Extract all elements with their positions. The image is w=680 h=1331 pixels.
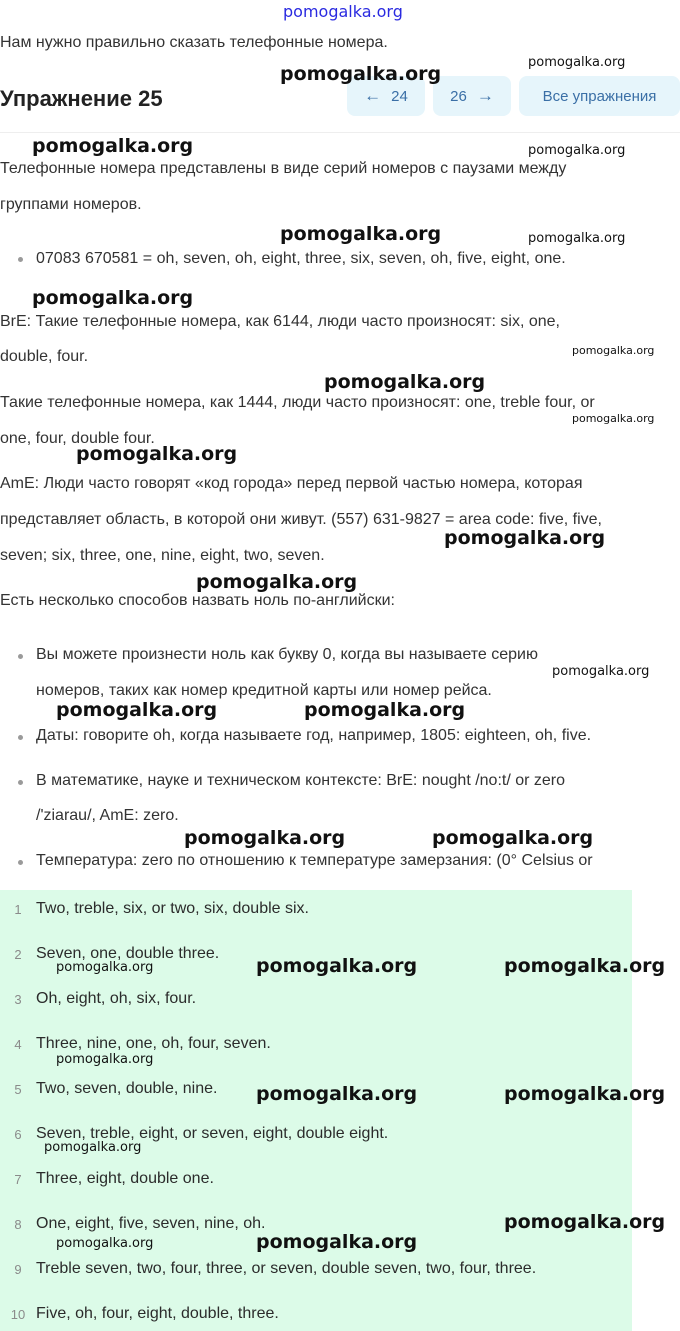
watermark: pomogalka.org: [504, 1083, 666, 1105]
watermark: pomogalka.org: [504, 955, 666, 977]
theory-p2-line1: BrE: Такие телефонные номера, как 6144, люди часто произносят: six, one,: [0, 313, 560, 330]
theory-p1-line1: Телефонные номера представлены в виде серий номеров с паузами между: [0, 160, 567, 177]
watermark: pomogalka.org: [184, 827, 346, 849]
watermark: pomogalka.org: [256, 955, 418, 977]
theory-p2-line2: double, four.: [0, 348, 89, 365]
watermark: pomogalka.org: [196, 571, 358, 593]
answer-number: 2: [14, 946, 22, 962]
answer-text: Three, nine, one, oh, four, seven.: [36, 1035, 271, 1052]
answer-text: Five, oh, four, eight, double, three.: [36, 1305, 279, 1322]
watermark: pomogalka.org: [56, 1236, 154, 1251]
theory-p4-line3: seven; six, three, one, nine, eight, two, seven.: [0, 547, 325, 564]
page-title: Упражнение 25: [0, 86, 163, 111]
all-exercises-label: Все упражнения: [542, 87, 657, 105]
answer-row: [0, 1167, 214, 1191]
answer-text: Seven, treble, eight, or seven, eight, double eight.: [36, 1125, 389, 1142]
arrow-left-icon: ←: [364, 86, 382, 105]
theory-p5: Есть несколько способов назвать ноль по-английски:: [0, 592, 395, 609]
answer-text: Three, eight, double one.: [36, 1170, 214, 1187]
watermark: pomogalka.org: [528, 143, 626, 158]
answer-row: [0, 1257, 536, 1281]
bullet-dot: [18, 780, 23, 785]
answer-row: [0, 987, 196, 1011]
theory-p4-line2: представляет область, в которой они живут. (557) 631-9827 = area code: five, five,: [0, 511, 602, 528]
theory-p3-line1: Такие телефонные номера, как 1444, люди часто произносят: one, treble four, or: [0, 394, 595, 411]
answer-text: Two, treble, six, or two, six, double six.: [36, 900, 309, 917]
answer-number: 5: [14, 1081, 22, 1097]
watermark: pomogalka.org: [32, 287, 194, 309]
zero-bullet-2: Даты: говорите oh, когда называете год, например, 1805: eighteen, oh, five.: [36, 727, 592, 744]
watermark: pomogalka.org: [572, 412, 655, 425]
answer-number: 7: [14, 1171, 22, 1187]
answer-row: [0, 1302, 279, 1326]
arrow-right-icon: →: [476, 86, 494, 105]
watermark: pomogalka.org: [324, 371, 486, 393]
watermark-top: pomogalka.org: [283, 2, 403, 21]
zero-bullet-4: Температура: zero по отношению к температуре замерзания: (0° Celsius or: [36, 852, 593, 869]
theory-p4-line1: AmE: Люди часто говорят «код города» перед первой частью номера, которая: [0, 475, 583, 492]
answer-number: 8: [14, 1216, 22, 1232]
answer-number: 1: [14, 901, 22, 917]
watermark: pomogalka.org: [432, 827, 594, 849]
watermark: pomogalka.org: [528, 55, 626, 70]
zero-bullet-1-line1: Вы можете произнести ноль как букву 0, когда вы называете серию: [36, 646, 538, 663]
theory-p1-line2: группами номеров.: [0, 196, 142, 213]
bullet-dot: [18, 654, 23, 659]
watermark: pomogalka.org: [304, 699, 466, 721]
zero-bullet-1-line2: номеров, таких как номер кредитной карты или номер рейса.: [36, 682, 492, 699]
theory-bullet-1: 07083 670581 = oh, seven, oh, eight, three, six, seven, oh, five, eight, one.: [36, 250, 566, 267]
watermark: pomogalka.org: [56, 699, 218, 721]
watermark: pomogalka.org: [528, 231, 626, 246]
watermark: pomogalka.org: [56, 960, 154, 975]
answer-row: [0, 1212, 265, 1236]
next-exercise-button[interactable]: [433, 76, 511, 116]
answer-text: Two, seven, double, nine.: [36, 1080, 218, 1097]
answer-number: 9: [14, 1261, 22, 1277]
watermark: pomogalka.org: [504, 1211, 666, 1233]
prev-exercise-label: 24: [391, 87, 408, 105]
answer-number: 6: [14, 1126, 22, 1142]
theory-p3-line2: one, four, double four.: [0, 430, 155, 447]
bullet-dot: [18, 735, 23, 740]
bullet-dot: [18, 257, 23, 262]
answer-row: [0, 1077, 217, 1101]
all-exercises-button[interactable]: [519, 76, 680, 116]
watermark: pomogalka.org: [444, 527, 606, 549]
watermark: pomogalka.org: [552, 664, 650, 679]
watermark: pomogalka.org: [76, 443, 238, 465]
watermark: pomogalka.org: [280, 63, 442, 85]
intro-text: Нам нужно правильно сказать телефонные номера.: [0, 34, 388, 51]
watermark: pomogalka.org: [256, 1083, 418, 1105]
watermark: pomogalka.org: [280, 223, 442, 245]
zero-bullet-3-line2: /'ziarau/, AmE: zero.: [36, 807, 179, 824]
zero-bullet-3-line1: В математике, науке и техническом контексте: BrE: nought /no:t/ or zero: [36, 772, 566, 789]
answer-text: One, eight, five, seven, nine, oh.: [36, 1215, 266, 1232]
answer-row: [0, 897, 309, 921]
next-exercise-label: 26: [450, 87, 467, 105]
answer-text: Treble seven, two, four, three, or seven, double seven, two, four, three.: [36, 1260, 537, 1277]
watermark: pomogalka.org: [572, 344, 655, 357]
watermark: pomogalka.org: [32, 135, 194, 157]
bullet-dot: [18, 860, 23, 865]
answer-text: Seven, one, double three.: [36, 945, 220, 962]
header-divider: [0, 132, 680, 133]
watermark: pomogalka.org: [56, 1052, 154, 1067]
answer-number: 4: [14, 1036, 22, 1052]
answer-text: Oh, eight, oh, six, four.: [36, 990, 197, 1007]
watermark: pomogalka.org: [44, 1140, 142, 1155]
watermark: pomogalka.org: [256, 1231, 418, 1253]
answer-number: 10: [10, 1306, 26, 1322]
answer-number: 3: [14, 991, 22, 1007]
